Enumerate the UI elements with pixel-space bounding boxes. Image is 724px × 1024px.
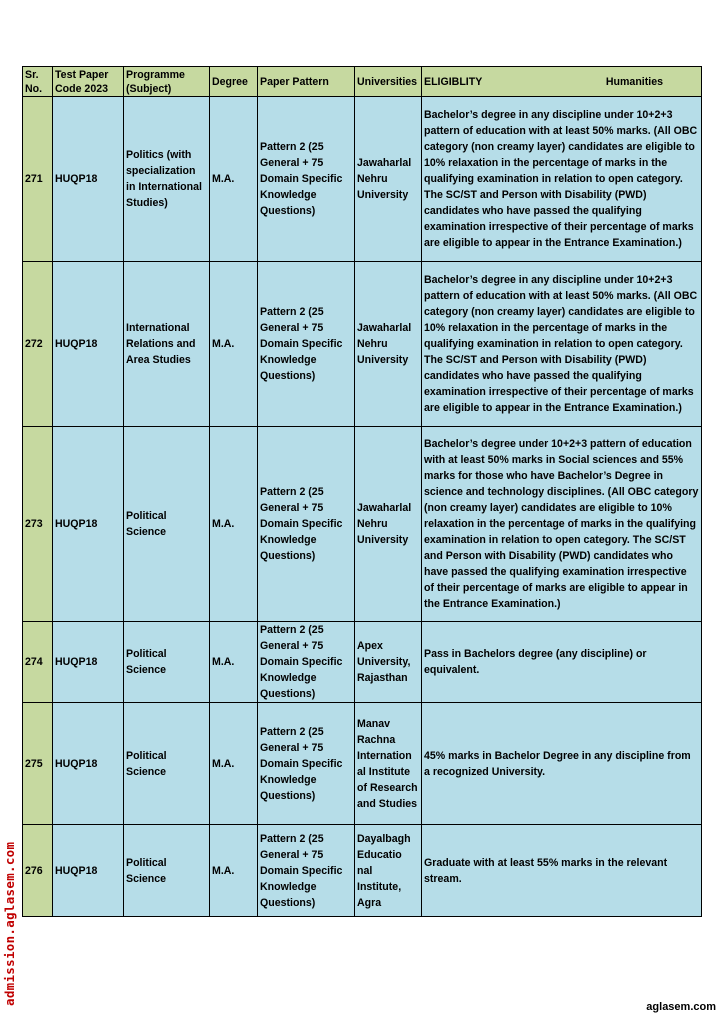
cell-pattern: Pattern 2 (25 General + 75 Domain Specific Knowledge Questions)	[258, 97, 355, 262]
cell-programme: Political Science	[124, 622, 210, 703]
header-eligibility-label: ELIGIBLITY	[424, 75, 483, 88]
header-paper-pattern: Paper Pattern	[258, 67, 355, 97]
cell-university: Jawaharlal Nehru University	[355, 97, 422, 262]
cell-sr-no: 273	[23, 427, 53, 622]
cell-eligibility: Pass in Bachelors degree (any discipline) or equivalent.	[422, 622, 702, 703]
cell-sr-no: 276	[23, 825, 53, 917]
cell-code: HUQP18	[53, 622, 124, 703]
header-eligibility	[422, 67, 702, 97]
cell-code: HUQP18	[53, 427, 124, 622]
cell-programme: Political Science	[124, 825, 210, 917]
footer-site-name: aglasem.com	[646, 1001, 716, 1013]
table-header-row	[23, 67, 702, 97]
eligibility-table	[22, 66, 702, 917]
header-test-paper-code: Test Paper Code 2023	[53, 67, 124, 97]
cell-eligibility: 45% marks in Bachelor Degree in any discipline from a recognized University.	[422, 703, 702, 825]
cell-sr-no: 271	[23, 97, 53, 262]
cell-university: Apex University, Rajasthan	[355, 622, 422, 703]
cell-university: Dayalbagh Educatio nal Institute, Agra	[355, 825, 422, 917]
cell-programme: Political Science	[124, 427, 210, 622]
cell-programme: Politics (with specialization in International Studies)	[124, 97, 210, 262]
cell-degree: M.A.	[210, 703, 258, 825]
header-universities: Universities	[355, 67, 422, 97]
cell-programme: International Relations and Area Studies	[124, 262, 210, 427]
cell-pattern: Pattern 2 (25 General + 75 Domain Specific Knowledge Questions)	[258, 427, 355, 622]
cell-programme: Political Science	[124, 703, 210, 825]
table-row	[23, 622, 702, 703]
cell-eligibility: Graduate with at least 55% marks in the relevant stream.	[422, 825, 702, 917]
cell-pattern: Pattern 2 (25 General + 75 Domain Specific Knowledge Questions)	[258, 622, 355, 703]
header-discipline: Humanities	[605, 75, 663, 88]
cell-code: HUQP18	[53, 703, 124, 825]
cell-university: Jawaharlal Nehru University	[355, 427, 422, 622]
cell-sr-no: 275	[23, 703, 53, 825]
header-programme: Programme (Subject)	[124, 67, 210, 97]
cell-degree: M.A.	[210, 97, 258, 262]
table-row	[23, 262, 702, 427]
watermark: admission.aglasem.com	[2, 841, 17, 1006]
cell-degree: M.A.	[210, 622, 258, 703]
cell-sr-no: 274	[23, 622, 53, 703]
cell-code: HUQP18	[53, 262, 124, 427]
cell-eligibility: Bachelor’s degree in any discipline under 10+2+3 pattern of education with at least 50% marks. (All OBC category (non creamy layer) candidates are eligible to 10% relaxation in the percentage of marks in the qualifying examination in relation to open category. The SC/ST and Person with Disability (PWD) candidates who have passed the qualifying examination irrespective of their percentage of marks are eligible to appear in the Entrance Examination.)	[422, 262, 702, 427]
cell-pattern: Pattern 2 (25 General + 75 Domain Specific Knowledge Questions)	[258, 262, 355, 427]
cell-pattern: Pattern 2 (25 General + 75 Domain Specific Knowledge Questions)	[258, 703, 355, 825]
header-sr-no: Sr. No.	[23, 67, 53, 97]
cell-university: Jawaharlal Nehru University	[355, 262, 422, 427]
cell-sr-no: 272	[23, 262, 53, 427]
cell-degree: M.A.	[210, 825, 258, 917]
cell-university: Manav Rachna Internation al Institute of Research and Studies	[355, 703, 422, 825]
cell-code: HUQP18	[53, 825, 124, 917]
table-row	[23, 825, 702, 917]
table-row	[23, 703, 702, 825]
cell-code: HUQP18	[53, 97, 124, 262]
header-degree: Degree	[210, 67, 258, 97]
cell-degree: M.A.	[210, 427, 258, 622]
cell-eligibility: Bachelor’s degree in any discipline under 10+2+3 pattern of education with at least 50% marks. (All OBC category (non creamy layer) candidates are eligible to 10% relaxation in the percentage of marks in the qualifying examination in relation to open category. The SC/ST and Person with Disability (PWD) candidates who have passed the qualifying examination irrespective of their percentage of marks are eligible to appear in the Entrance Examination.)	[422, 97, 702, 262]
table-row	[23, 97, 702, 262]
cell-pattern: Pattern 2 (25 General + 75 Domain Specific Knowledge Questions)	[258, 825, 355, 917]
table-row	[23, 427, 702, 622]
cell-eligibility: Bachelor’s degree under 10+2+3 pattern of education with at least 50% marks in Social sciences and 55% marks for those who have Bachelor’s Degree in science and technology disciplines. (All OBC category (non creamy layer) candidates are eligible to 10% relaxation in the percentage of marks in the qualifying examination in relation to open category. The SC/ST and Person with Disability (PWD) candidates who have passed the qualifying examination irrespective of their percentage of marks are eligible to appear in the Entrance Examination.)	[422, 427, 702, 622]
cell-degree: M.A.	[210, 262, 258, 427]
